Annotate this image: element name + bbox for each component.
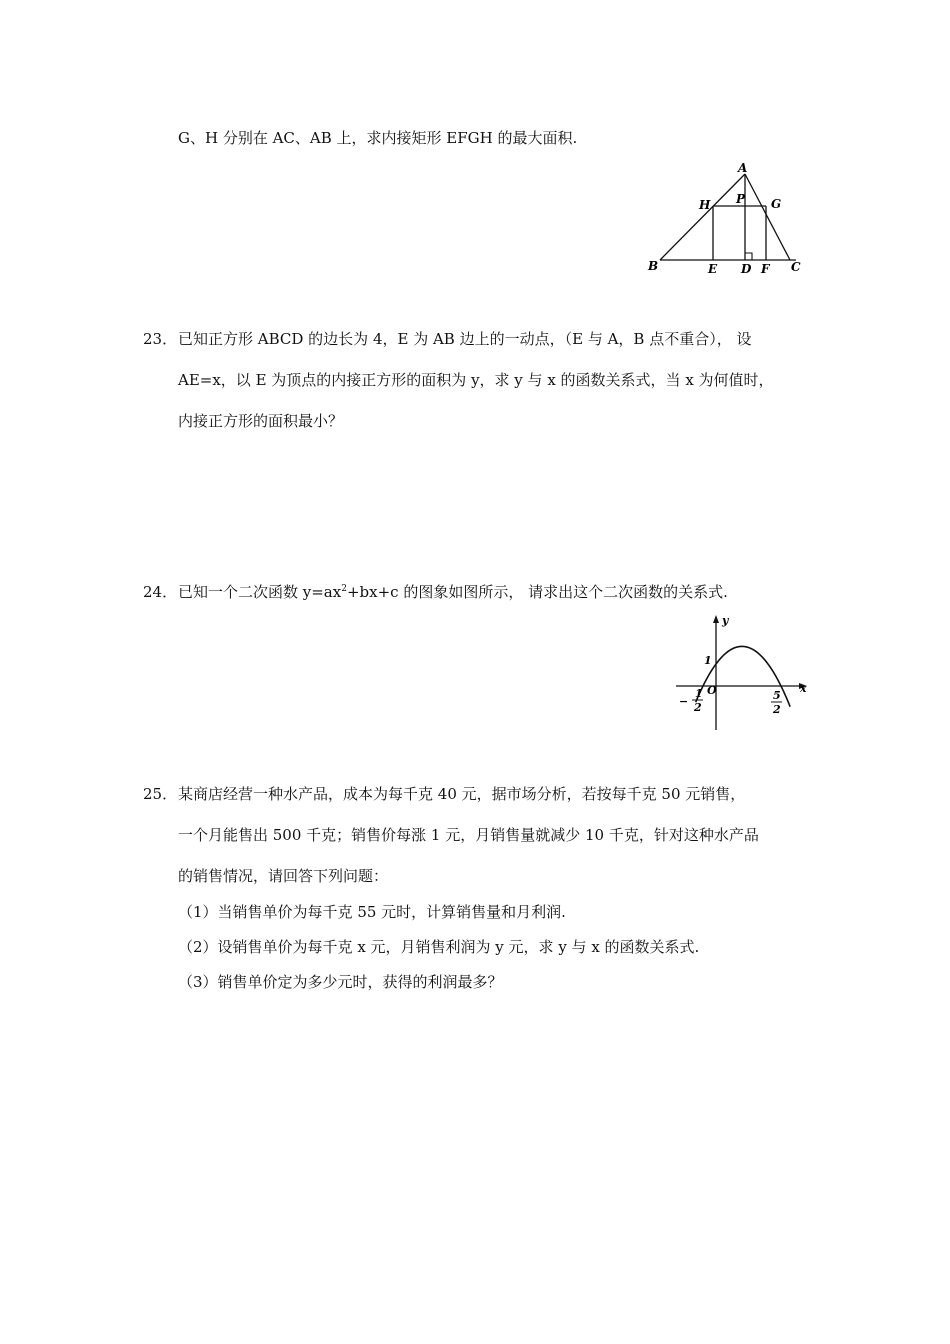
axis-label-y: y [722,614,729,627]
label-C: C [791,260,801,274]
side-AB [660,174,745,260]
right-root-numerator: 5 [773,689,781,702]
label-P: P [736,192,746,206]
q24-text-after: +bx+c 的图象如图所示， 请求出这个二次函数的关系式. [346,583,728,601]
left-root-numerator: 1 [695,687,703,700]
axis-label-x: x [800,682,807,695]
q23-line3: 内接正方形的面积最小？ [178,412,344,430]
q25-sub1: （1）当销售单价为每千克 55 元时，计算销售量和月利润. [178,903,566,921]
q24-parabola-figure [668,612,813,737]
label-B: B [648,259,659,273]
origin-label: O [707,684,717,697]
q24-text [178,582,728,602]
q24-number: 24． [143,583,178,601]
q22-text: G、H 分别在 AC、AB 上，求内接矩形 EFGH 的最大面积. [178,129,578,147]
right-root-denominator: 2 [773,703,781,716]
q25-line2: 一个月能售出 500 千克；销售价每涨 1 元，月销售量就减少 10 千克，针对这种水产品 [178,826,759,844]
q23-line2: AE=x，以 E 为顶点的内接正方形的面积为 y，求 y 与 x 的函数关系式，当 x 为何值时， [178,371,774,389]
q23-number: 23． [143,330,178,348]
q23-line1: 已知正方形 ABCD 的边长为 4，E 为 AB 边上的一动点，（E 与 A，B 点不重合）， 设 [178,330,752,348]
label-H: H [699,198,711,212]
y-axis-arrow [713,615,719,623]
q22-triangle-figure [640,158,810,283]
left-root-denominator: 2 [694,701,702,714]
q24-text-before: 已知一个二次函数 y=ax [178,583,342,601]
q25-line3: 的销售情况，请回答下列问题： [178,867,389,885]
left-root-sign: − [679,695,689,708]
q24-exponent: 2 [341,584,347,594]
q25-number: 25． [143,785,178,803]
label-A: A [738,161,748,175]
label-D: D [741,262,752,276]
label-E: E [708,262,718,276]
y-tick-label: 1 [704,654,712,667]
side-AC [745,174,790,260]
q25-sub3: （3）销售单价定为多少元时，获得的利润最多？ [178,973,503,991]
label-F: F [761,262,770,276]
label-G: G [771,197,782,211]
q25-sub2: （2）设销售单价为每千克 x 元，月销售利润为 y 元，求 y 与 x 的函数关系式. [178,938,700,956]
right-angle-mark [745,253,752,260]
q25-line1: 某商店经营一种水产品，成本为每千克 40 元，据市场分析，若按每千克 50 元销售， [178,785,746,803]
